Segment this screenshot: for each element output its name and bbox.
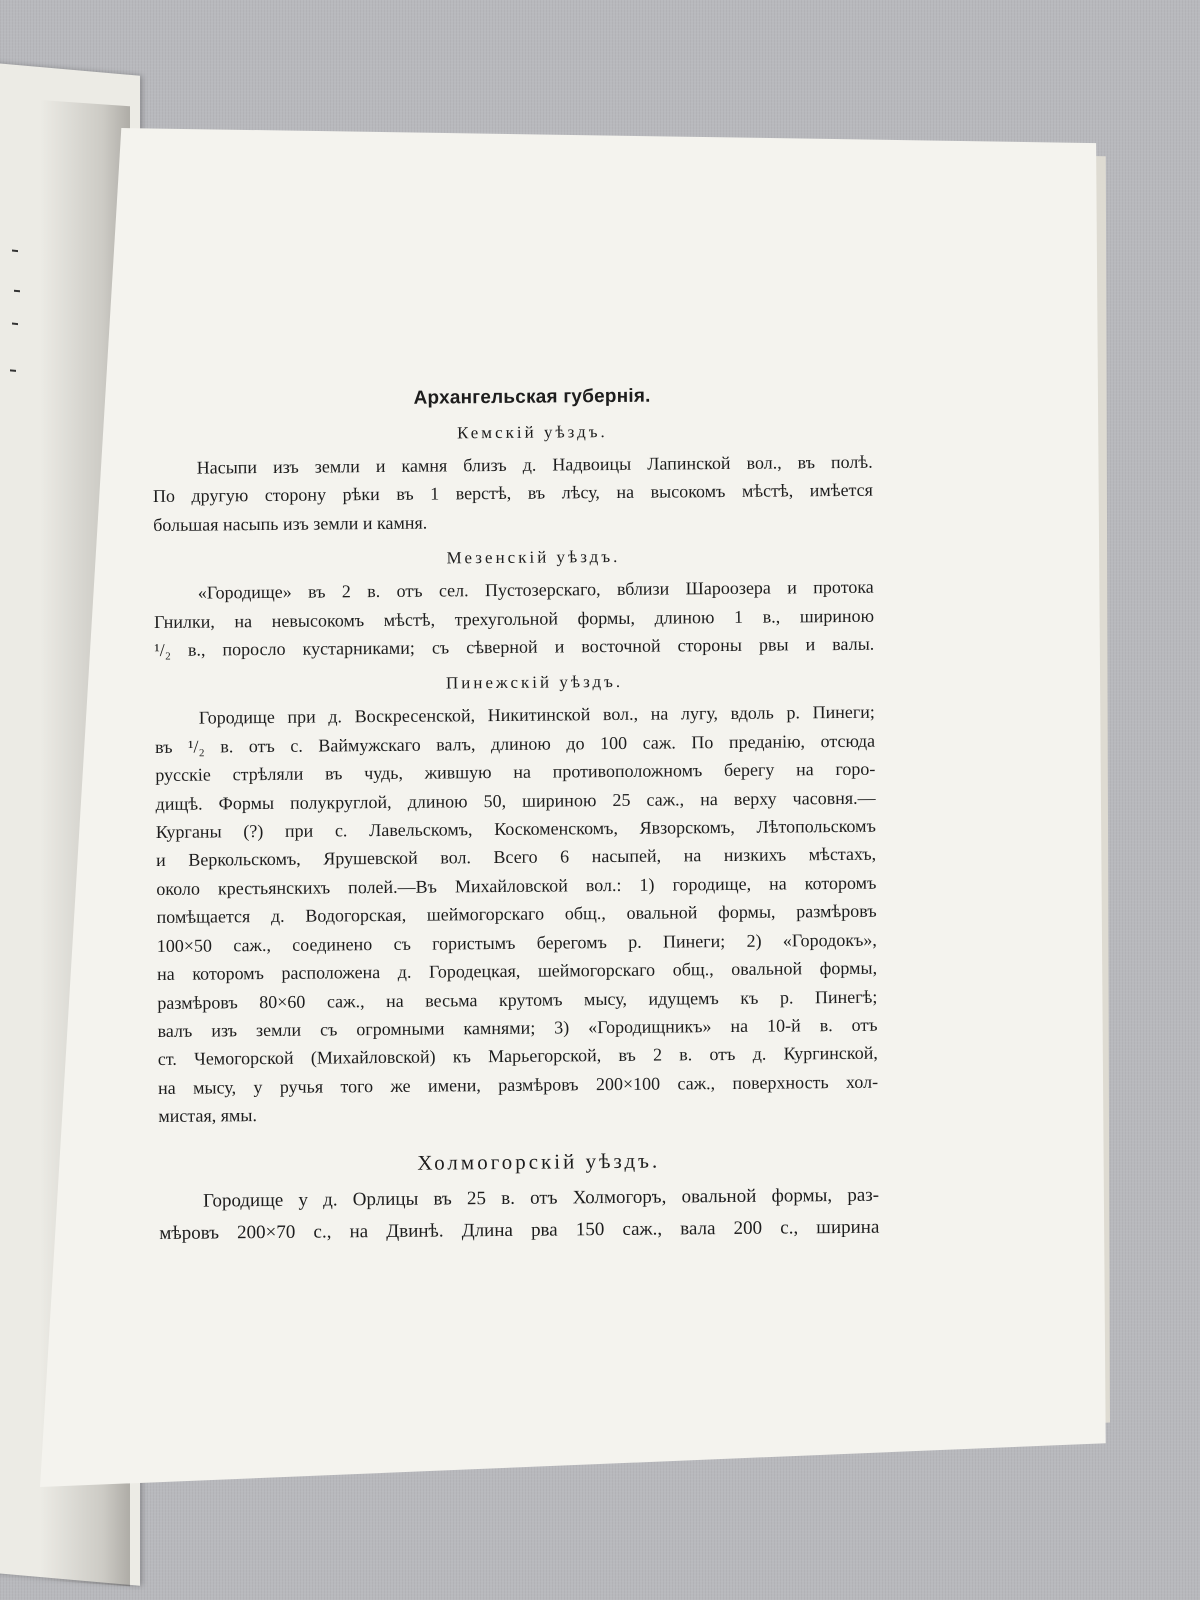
- text-line: помѣщается д. Водогорская, шеймогорскаго общ., овальной формы, размѣровъ: [156, 900, 877, 928]
- text-line: на мысу, у ручья того же имени, размѣровъ 200×100 саж., поверхность хол-: [158, 1071, 879, 1098]
- section-paragraph: [153, 448, 874, 539]
- text-line: около крестьянскихъ полей.—Въ Михайловской вол.: 1) городище, на которомъ: [156, 872, 877, 899]
- text-line: Насыпи изъ земли и камня близъ д. Надвоицы Лапинской вол., въ полѣ.: [196, 451, 873, 478]
- text-line: на которомъ расположена д. Городецкая, шеймогорскаго общ., овальной формы,: [157, 957, 878, 985]
- section-mezen: [153, 545, 874, 664]
- page-title: Архангельская губернія.: [413, 385, 651, 409]
- section-heading: Пинежскій уѣздъ.: [445, 672, 624, 693]
- section-heading: Холмогорскій уѣздъ.: [417, 1148, 661, 1175]
- text-line: въ ¹/₂ в. отъ с. Ваймужскаго валъ, длиною до 100 саж. По преданію, отсюда: [155, 730, 876, 757]
- text-line: и Веркольскомъ, Ярушевской вол. Всего 6 насыпей, на низкихъ мѣстахъ,: [156, 844, 877, 871]
- section-paragraph: [155, 698, 879, 1130]
- section-heading: Кемскій уѣздъ.: [456, 422, 608, 443]
- left-page-mark: [10, 369, 16, 372]
- left-page-mark: [14, 290, 20, 293]
- text-line: размѣровъ 80×60 саж., на весьма крутомъ мысу, идущемъ къ р. Пинегѣ;: [157, 986, 878, 1013]
- text-line: дищѣ. Формы полукруглой, длиною 50, шириною 25 саж., на верху часовня.—: [155, 787, 876, 814]
- left-page-mark: [12, 250, 18, 253]
- text-line: Курганы (?) при с. Лавельскомъ, Коскоменскомъ, Явзорскомъ, Лѣтопольскомъ: [155, 815, 876, 843]
- text-line: русскіе стрѣляли въ чудь, жившую на противоположномъ берегу на горо-: [155, 758, 876, 786]
- text-line: большая насыпь изъ земли и камня.: [153, 512, 428, 535]
- section-pinega: [154, 670, 878, 1130]
- text-line: По другую сторону рѣки въ 1 верстѣ, въ лѣсу, на высокомъ мѣстѣ, имѣется: [152, 480, 873, 507]
- page-text-block: [152, 384, 880, 1262]
- text-line: ст. Чемогорской (Михайловской) къ Марьегорской, въ 2 в. отъ д. Кургинской,: [157, 1043, 878, 1070]
- text-line: ¹/₂ в., поросло кустарниками; съ сѣверной и восточной стороны рвы и валы.: [154, 633, 875, 661]
- text-line: Гнилки, на невысокомъ мѣстѣ, трехугольной формы, длиною 1 в., шириною: [153, 605, 875, 632]
- section-paragraph: [154, 573, 875, 664]
- section-heading: Мезенскій уѣздъ.: [446, 547, 621, 568]
- left-page-mark: [12, 323, 18, 326]
- section-kholmogory: [159, 1146, 880, 1249]
- text-line: мѣровъ 200×70 с., на Двинѣ. Длина рва 150 саж., вала 200 с., ширина: [159, 1216, 880, 1244]
- text-line: Городище у д. Орлицы въ 25 в. отъ Холмогоръ, овальной формы, раз-: [202, 1184, 880, 1212]
- text-line: Городище при д. Воскресенской, Никитинской вол., на лугу, вдоль р. Пинеги;: [198, 702, 875, 729]
- text-line: мистая, ямы.: [158, 1105, 258, 1127]
- section-paragraph: [159, 1179, 880, 1249]
- section-kem: [152, 420, 873, 539]
- text-line: 100×50 саж., соединено съ гористымъ берегомъ р. Пинеги; 2) «Городокъ»,: [156, 929, 877, 956]
- text-line: «Городище» въ 2 в. отъ сел. Пустозерскаго, вблизи Шароозера и протока: [197, 576, 874, 603]
- text-line: валъ изъ земли съ огромными камнями; 3) «Городищникъ» на 10-й в. отъ: [157, 1014, 878, 1041]
